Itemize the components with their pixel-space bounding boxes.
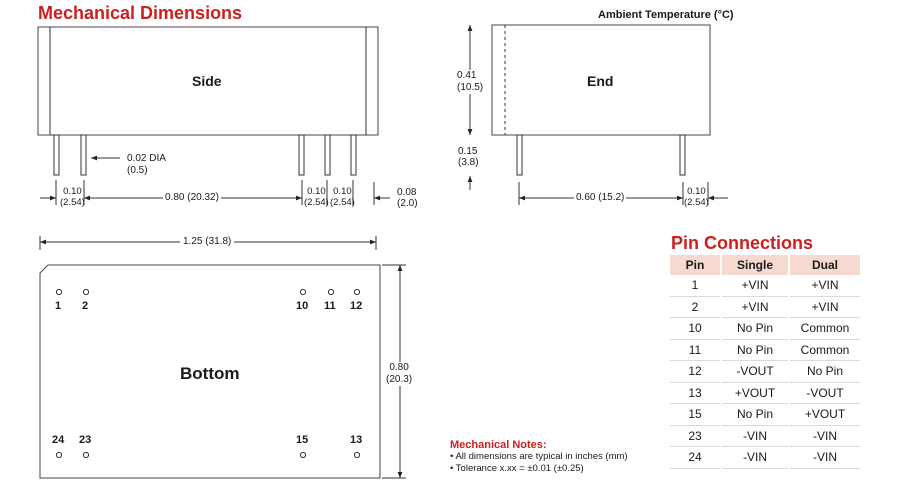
table-cell: +VIN xyxy=(721,296,789,318)
note-item: • All dimensions are typical in inches (mm) xyxy=(450,451,628,462)
table-row xyxy=(670,339,861,361)
pin-span-dimension: 0.80 (20.32) xyxy=(165,192,219,203)
table-row xyxy=(670,425,861,447)
pin-number-label: 1 xyxy=(55,300,62,312)
note-item: • Tolerance x.xx = ±0.01 (±0.25) xyxy=(450,463,584,474)
pin-diameter-dimension: 0.02 DIA (0.5) xyxy=(127,153,166,176)
table-cell: 1 xyxy=(670,275,721,296)
pin-length-dimension: 0.15 (3.8) xyxy=(458,146,479,168)
table-row xyxy=(670,275,861,296)
table-cell: -VIN xyxy=(789,425,861,447)
column-header-dual: Dual xyxy=(789,255,861,275)
end-width-dimension: 0.60 (15.2) xyxy=(576,192,625,203)
bottom-length-dimension: 1.25 (31.8) xyxy=(180,236,234,247)
table-row xyxy=(670,382,861,404)
pitch-dimension-b: 0.10 (2.54) xyxy=(330,186,355,208)
end-pin xyxy=(680,135,685,175)
pin-number-label: 24 xyxy=(52,434,65,446)
end-view-label: End xyxy=(587,73,614,89)
mechanical-dimensions-title: Mechanical Dimensions xyxy=(38,3,243,23)
side-pin xyxy=(351,135,356,175)
notes-title: Mechanical Notes: xyxy=(450,439,547,451)
pitch-dimension-a: 0.10 (2.54) xyxy=(304,186,329,208)
table-cell: 10 xyxy=(670,318,721,340)
table-cell: Common xyxy=(789,318,861,340)
pin-connections-table xyxy=(670,255,862,469)
pin-number-label: 11 xyxy=(324,300,336,312)
table-cell: -VIN xyxy=(721,425,789,447)
pin-number-label: 23 xyxy=(79,434,92,446)
bottom-height-dimension: 0.80 (20.3) xyxy=(386,362,413,385)
table-cell: -VOUT xyxy=(789,382,861,404)
left-pitch-dimension: 0.10 (2.54) xyxy=(60,186,85,208)
pin-connections-title: Pin Connections xyxy=(671,233,814,253)
table-cell: +VIN xyxy=(789,296,861,318)
table-row xyxy=(670,318,861,340)
column-header-single: Single xyxy=(721,255,789,275)
table-row xyxy=(670,296,861,318)
pin-number-label: 10 xyxy=(296,300,309,312)
table-row xyxy=(670,404,861,426)
table-cell: +VOUT xyxy=(721,382,789,404)
table-cell: +VIN xyxy=(789,275,861,296)
pin-number-label: 2 xyxy=(82,300,89,312)
table-cell: -VIN xyxy=(721,447,789,469)
table-header-row xyxy=(670,255,861,275)
table-cell: 2 xyxy=(670,296,721,318)
table-cell: -VOUT xyxy=(721,361,789,383)
end-pin xyxy=(517,135,522,175)
side-view-label: Side xyxy=(192,73,222,89)
side-pin xyxy=(54,135,59,175)
table-cell: 11 xyxy=(670,339,721,361)
bottom-view-label: Bottom xyxy=(180,364,240,383)
end-height-dimension: 0.41 (10.5) xyxy=(457,70,484,93)
side-pin xyxy=(299,135,304,175)
table-cell: 23 xyxy=(670,425,721,447)
table-row xyxy=(670,447,861,469)
side-pin xyxy=(325,135,330,175)
pin-number-label: 13 xyxy=(350,434,363,446)
side-pin xyxy=(81,135,86,175)
column-header-pin: Pin xyxy=(670,255,721,275)
table-cell: No Pin xyxy=(789,361,861,383)
table-cell: No Pin xyxy=(721,339,789,361)
ambient-temperature-label: Ambient Temperature (°C) xyxy=(598,9,734,21)
pin-number-label: 15 xyxy=(296,434,309,446)
table-cell: +VOUT xyxy=(789,404,861,426)
table-cell: Common xyxy=(789,339,861,361)
pin-number-label: 12 xyxy=(350,300,363,312)
table-cell: 24 xyxy=(670,447,721,469)
table-cell: -VIN xyxy=(789,447,861,469)
table-row xyxy=(670,361,861,383)
table-cell: No Pin xyxy=(721,318,789,340)
table-cell: 15 xyxy=(670,404,721,426)
end-pitch-dimension: 0.10 (2.54) xyxy=(684,186,709,208)
edge-dimension: 0.08 (2.0) xyxy=(397,187,418,209)
table-cell: +VIN xyxy=(721,275,789,296)
table-cell: 13 xyxy=(670,382,721,404)
table-cell: 12 xyxy=(670,361,721,383)
table-cell: No Pin xyxy=(721,404,789,426)
mechanical-notes xyxy=(450,439,628,475)
